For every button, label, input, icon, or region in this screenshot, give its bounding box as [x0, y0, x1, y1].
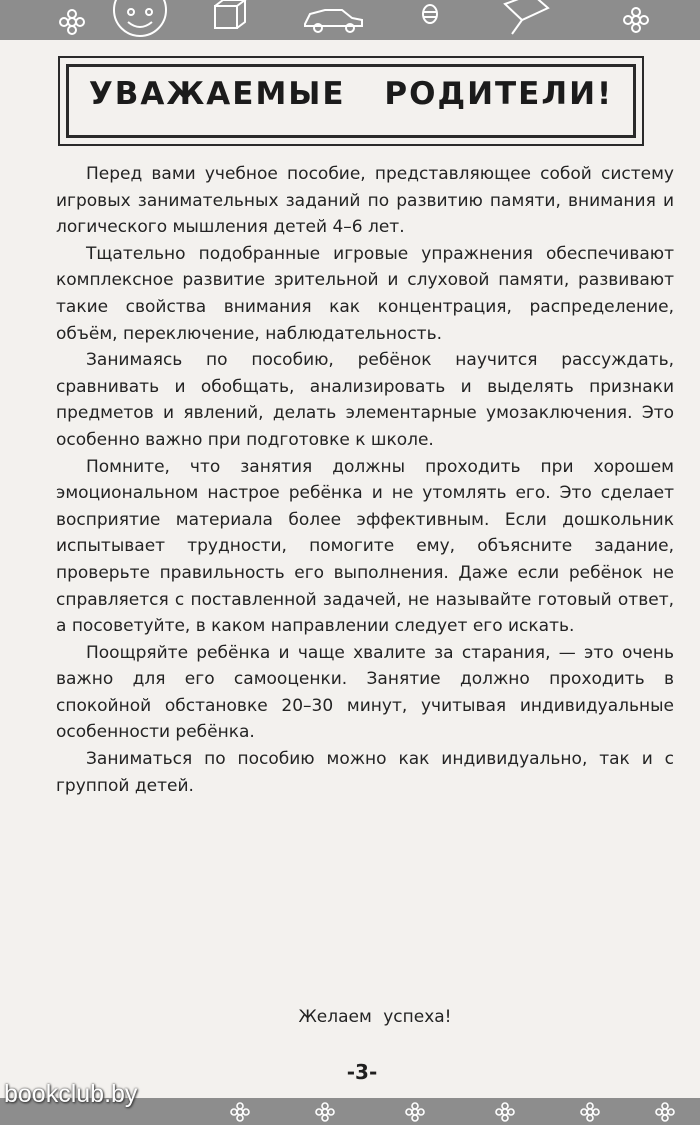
paragraph: Тщательно подобранные игровые упражнения обеспечивают комплексное развитие зрительной и слуховой памяти, развивают такие свойства внимания как концентрация, распределение, объём, переключение, наблюдательность. — [56, 243, 674, 344]
flower-icon — [656, 1103, 674, 1121]
flower-icon — [496, 1103, 514, 1121]
flower-icon — [316, 1103, 334, 1121]
bee-icon — [423, 5, 437, 23]
body-text — [56, 161, 674, 799]
paragraph: Поощряйте ребёнка и чаще хвалите за старания, — это очень важно для его самооценки. Занятие должно проходить в спокойной обстановке 20–30 минут, учитывая индивидуальные особенности ребёнка. — [56, 642, 674, 743]
flower-icon — [624, 8, 648, 32]
watermark: bookclub.by — [4, 1080, 138, 1108]
paragraph: Перед вами учебное пособие, представляющее собой систему игровых занимательных заданий по развитию памяти, внимания и логического мышления детей 4–6 лет. — [56, 164, 674, 238]
flower-icon — [60, 10, 84, 34]
page-title: УВАЖАЕМЫЕ РОДИТЕЛИ! — [88, 76, 614, 112]
top-decorative-band — [0, 0, 700, 40]
flower-icon — [406, 1103, 424, 1121]
paragraph: Заниматься по пособию можно как индивидуально, так и с группой детей. — [56, 749, 674, 796]
cube-icon — [215, 0, 245, 28]
flower-icon — [231, 1103, 249, 1121]
kite-icon — [505, 0, 548, 34]
title-frame — [58, 56, 644, 146]
flower-icon — [581, 1103, 599, 1121]
top-band-drawings — [0, 0, 700, 40]
paragraph: Занимаясь по пособию, ребёнок научится рассуждать, сравнивать и обобщать, анализировать и выделять признаки предметов и явлений, делать элементарные умозаключения. Это особенно важно при подготовке к школе. — [56, 350, 674, 450]
car-icon — [305, 10, 362, 32]
page-number: -3- — [346, 1060, 378, 1084]
face-icon — [114, 0, 166, 36]
signoff: Желаем успеха! — [298, 1007, 452, 1027]
paragraph: Помните, что занятия должны проходить при хорошем эмоциональном настрое ребёнка и не утомлять его. Это сделает восприятие материала более эффективным. Если дошкольник испытывает трудности, помогите ему, объясните задание, проверьте правильность его выполнения. Даже если ребёнок не справляется с поставленной задачей, не называйте готовый ответ, а посоветуйте, в каком направлении следует его искать. — [56, 456, 674, 637]
